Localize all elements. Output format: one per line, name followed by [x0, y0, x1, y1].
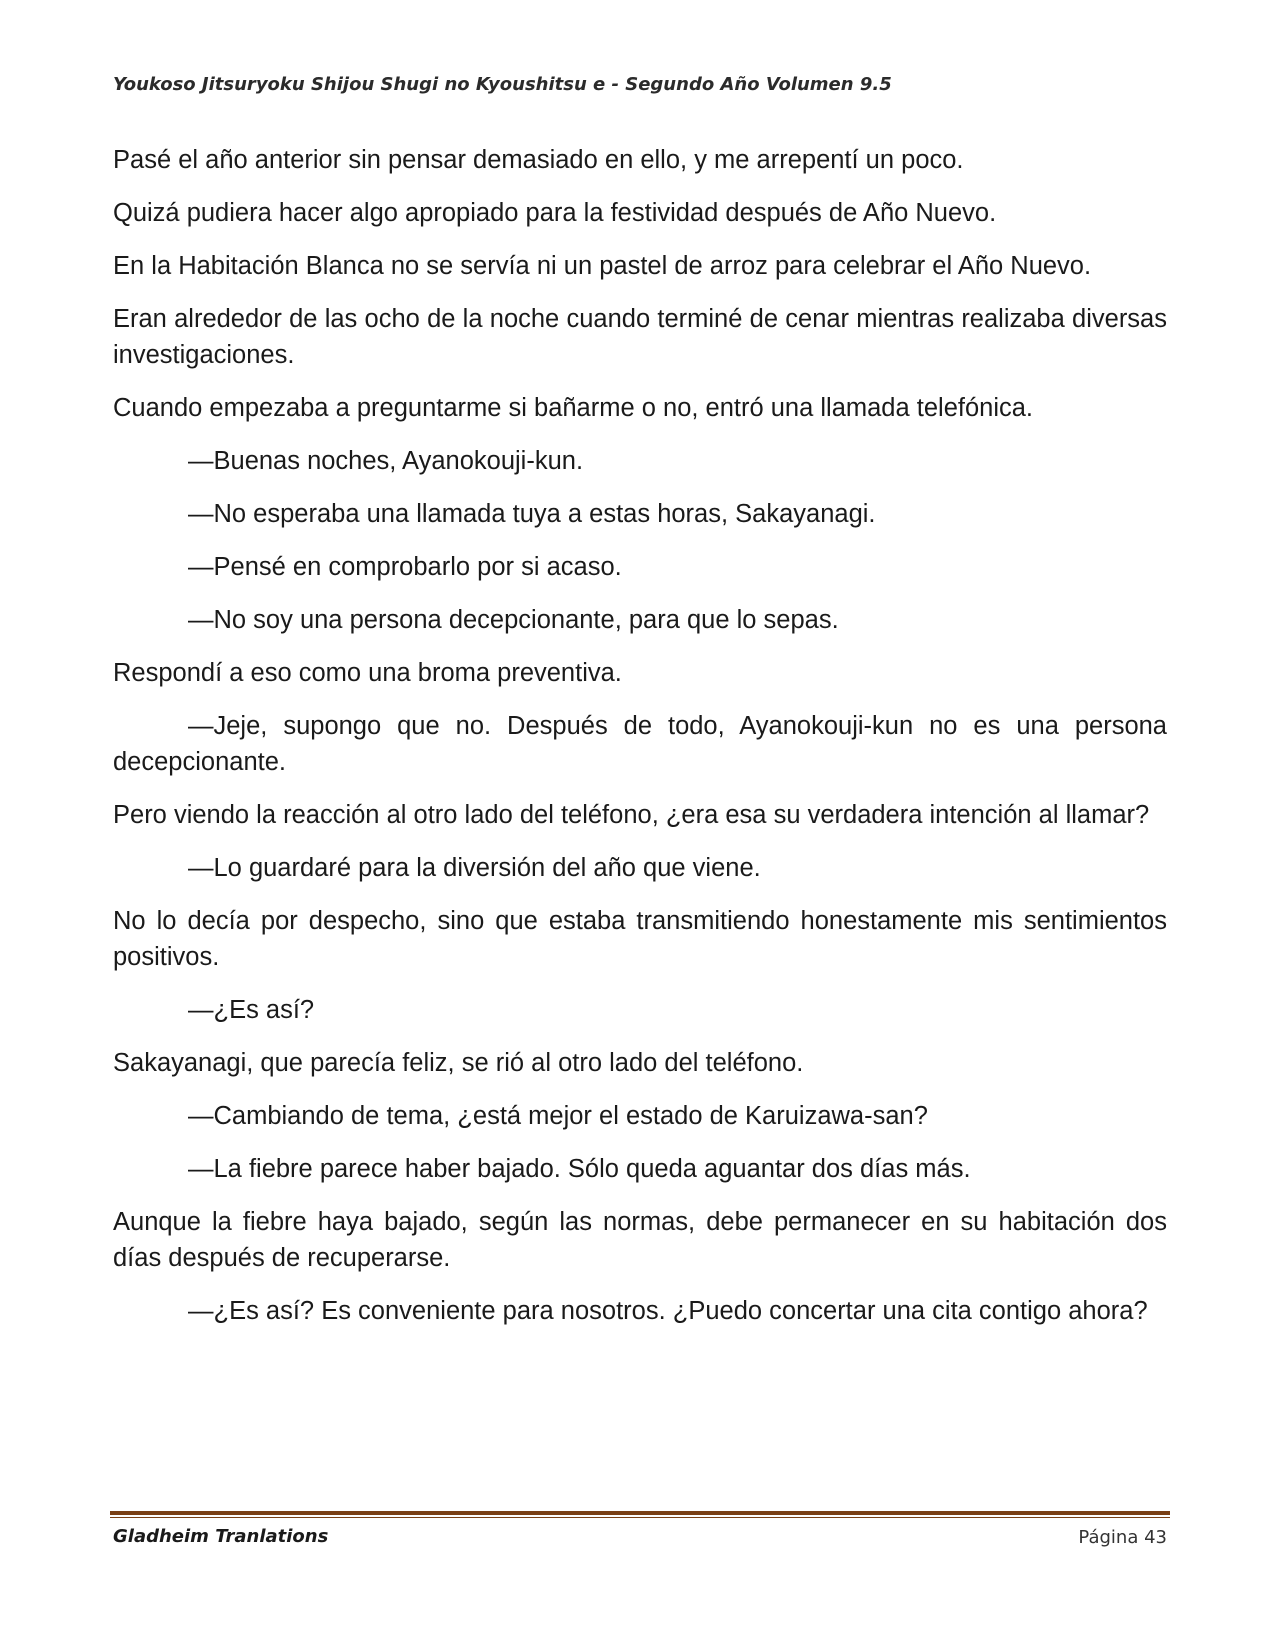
dialogue-line: —Cambiando de tema, ¿está mejor el estado de Karuizawa-san?: [188, 1102, 928, 1130]
paragraph: Sakayanagi, que parecía feliz, se rió al otro lado del teléfono.: [113, 1049, 804, 1077]
dialogue-line: —Pensé en comprobarlo por si acaso.: [188, 553, 622, 581]
running-header: Youkoso Jitsuryoku Shijou Shugi no Kyoushitsu e - Segundo Año Volumen 9.5: [113, 74, 892, 95]
page-label: Página: [1078, 1527, 1139, 1548]
footer-divider-thick: [110, 1511, 1170, 1515]
paragraph: Quizá pudiera hacer algo apropiado para la festividad después de Año Nuevo.: [113, 199, 997, 227]
dialogue-line: —¿Es así? Es conveniente para nosotros. ¿Puedo concertar una cita contigo ahora?: [188, 1297, 1148, 1325]
paragraph: No lo decía por despecho, sino que estaba transmitiendo honestamente mis sentimientos positivos.: [113, 907, 1167, 971]
footer-divider: [110, 1511, 1170, 1518]
footer-credit: Gladheim Tranlations: [113, 1526, 329, 1547]
dialogue-line: —Lo guardaré para la diversión del año que viene.: [188, 854, 761, 882]
footer-divider-thin: [110, 1517, 1170, 1518]
dialogue-line: —¿Es así?: [188, 996, 315, 1024]
dialogue-line: —Jeje, supongo que no. Después de todo, Ayanokouji-kun no es una persona decepcionante.: [113, 712, 1167, 776]
page-number: 43: [1144, 1527, 1167, 1548]
paragraph: Respondí a eso como una broma preventiva.: [113, 659, 622, 687]
dialogue-line: —Buenas noches, Ayanokouji-kun.: [188, 447, 584, 475]
paragraph: Aunque la fiebre haya bajado, según las normas, debe permanecer en su habitación dos días después de recuperarse.: [113, 1208, 1167, 1272]
paragraph: Cuando empezaba a preguntarme si bañarme o no, entró una llamada telefónica.: [113, 394, 1034, 422]
dialogue-line: —No soy una persona decepcionante, para que lo sepas.: [188, 606, 839, 634]
dialogue-line: —No esperaba una llamada tuya a estas horas, Sakayanagi.: [188, 500, 876, 528]
body-text: [113, 142, 1167, 1346]
paragraph: Pero viendo la reacción al otro lado del teléfono, ¿era esa su verdadera intención al llamar?: [113, 801, 1150, 829]
paragraph: Eran alrededor de las ocho de la noche cuando terminé de cenar mientras realizaba diversas investigaciones.: [113, 305, 1167, 369]
dialogue-line: —La fiebre parece haber bajado. Sólo queda aguantar dos días más.: [188, 1155, 971, 1183]
page-number-label: [1078, 1527, 1167, 1548]
paragraph: Pasé el año anterior sin pensar demasiado en ello, y me arrepentí un poco.: [113, 146, 964, 174]
paragraph: En la Habitación Blanca no se servía ni un pastel de arroz para celebrar el Año Nuevo.: [113, 252, 1092, 280]
